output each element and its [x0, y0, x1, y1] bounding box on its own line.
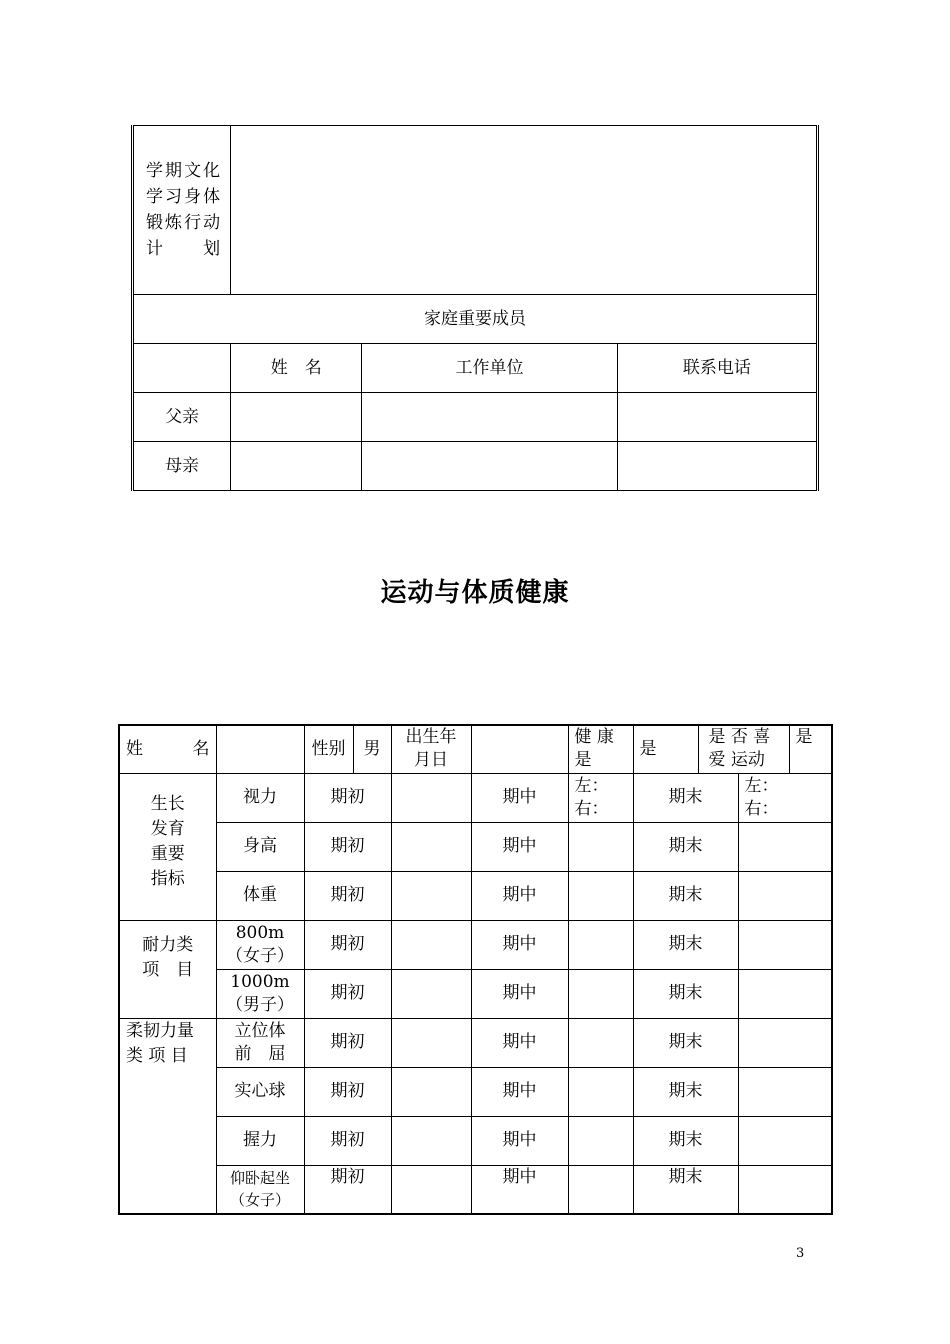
term-end: 期末: [633, 871, 738, 920]
gender-value[interactable]: 男: [353, 725, 391, 773]
term-start: 期初: [304, 1067, 391, 1116]
col-header-name: 姓 名: [231, 344, 362, 393]
gender-label: 性别: [304, 725, 353, 773]
item-sit-reach: [216, 1018, 304, 1067]
plan-label-line: 学期文化: [146, 161, 221, 181]
eye-left-label: 左：: [744, 775, 779, 796]
item-situp: [216, 1165, 304, 1214]
col-header-work: 工作单位: [362, 344, 617, 393]
term-start: 期初: [304, 822, 391, 871]
item-run-800: [216, 920, 304, 969]
sitreach-start-value[interactable]: [391, 1018, 471, 1067]
height-mid-value[interactable]: [568, 822, 633, 871]
run1000-end-value[interactable]: [738, 969, 832, 1018]
section-title: 运动与体质健康: [380, 578, 570, 608]
term-start: 期初: [304, 1116, 391, 1165]
health-table: [118, 724, 833, 1215]
weight-mid-value[interactable]: [568, 871, 633, 920]
group-growth-label: 生长发育重要指标: [150, 793, 185, 889]
father-name-cell[interactable]: [231, 393, 362, 442]
item-weight: 体重: [216, 871, 304, 920]
item-sit-reach-line: 前 屈: [234, 1043, 286, 1064]
run800-end-value[interactable]: [738, 920, 832, 969]
birth-value-cell[interactable]: [471, 725, 568, 773]
col-header-phone: 联系电话: [617, 344, 817, 393]
term-end: 期末: [633, 1116, 738, 1165]
father-phone-cell[interactable]: [617, 393, 817, 442]
term-end: 期末: [633, 1067, 738, 1116]
term-mid: 期中: [471, 1018, 568, 1067]
situp-start-value[interactable]: [391, 1165, 471, 1214]
sitreach-end-value[interactable]: [738, 1018, 832, 1067]
situp-end-value[interactable]: [738, 1165, 832, 1214]
grip-mid-value[interactable]: [568, 1116, 633, 1165]
relation-father: 父亲: [133, 393, 231, 442]
item-run-1000-line: （男子）: [226, 994, 294, 1015]
vision-start-value[interactable]: [391, 773, 471, 822]
father-work-cell[interactable]: [362, 393, 617, 442]
group-endurance: [119, 920, 216, 1018]
height-start-value[interactable]: [391, 822, 471, 871]
ball-end-value[interactable]: [738, 1067, 832, 1116]
item-run-800-line: 800m: [235, 922, 285, 943]
like-sport-label: 是 否 喜 爱 运动: [698, 725, 789, 773]
item-situp-line: 仰卧起坐: [229, 1169, 290, 1188]
term-start: 期初: [304, 871, 391, 920]
term-end: 期末: [633, 1018, 738, 1067]
plan-label-line: 锻炼行动: [146, 213, 221, 233]
term-start: 期初: [304, 1165, 391, 1214]
term-mid: 期中: [471, 822, 568, 871]
family-section-header: 家庭重要成员: [133, 295, 818, 344]
vision-end-value[interactable]: [738, 773, 832, 822]
health-label: 健 康 是: [568, 725, 633, 773]
health-value[interactable]: 是: [633, 725, 698, 773]
weight-end-value[interactable]: [738, 871, 832, 920]
name-value-cell[interactable]: [216, 725, 304, 773]
plan-label: [133, 126, 231, 295]
eye-right-label: 右：: [574, 798, 609, 819]
situp-mid-value[interactable]: [568, 1165, 633, 1214]
vision-mid-value[interactable]: [568, 773, 633, 822]
page-number: 3: [796, 1246, 805, 1261]
eye-left-label: 左：: [574, 775, 609, 796]
group-flexibility: [119, 1018, 216, 1214]
term-mid: 期中: [471, 773, 568, 822]
item-height: 身高: [216, 822, 304, 871]
item-run-1000: [216, 969, 304, 1018]
item-vision: 视力: [216, 773, 304, 822]
eye-right-label: 右：: [744, 798, 779, 819]
term-end: 期末: [633, 822, 738, 871]
group-growth: [119, 773, 216, 920]
item-sit-reach-line: 立位体: [234, 1020, 286, 1041]
term-mid: 期中: [471, 920, 568, 969]
item-run-1000-line: 1000m: [230, 971, 290, 992]
term-end: 期末: [633, 969, 738, 1018]
name-label: 姓 名: [126, 738, 210, 759]
run800-start-value[interactable]: [391, 920, 471, 969]
term-start: 期初: [304, 920, 391, 969]
term-mid: 期中: [471, 969, 568, 1018]
item-run-800-line: （女子）: [226, 945, 294, 966]
term-mid: 期中: [471, 1165, 568, 1214]
term-mid: 期中: [471, 871, 568, 920]
term-mid: 期中: [471, 1116, 568, 1165]
term-start: 期初: [304, 1018, 391, 1067]
mother-name-cell[interactable]: [231, 442, 362, 491]
mother-phone-cell[interactable]: [617, 442, 817, 491]
term-start: 期初: [304, 773, 391, 822]
birth-label: 出生年月日: [391, 725, 471, 773]
ball-start-value[interactable]: [391, 1067, 471, 1116]
item-medicine-ball: 实心球: [216, 1067, 304, 1116]
term-end: 期末: [633, 920, 738, 969]
ball-mid-value[interactable]: [568, 1067, 633, 1116]
weight-start-value[interactable]: [391, 871, 471, 920]
grip-start-value[interactable]: [391, 1116, 471, 1165]
plan-label-line: 学习身体: [146, 187, 221, 207]
term-start: 期初: [304, 969, 391, 1018]
item-situp-line: （女子）: [229, 1191, 290, 1210]
term-end: 期末: [633, 773, 738, 822]
run1000-start-value[interactable]: [391, 969, 471, 1018]
run800-mid-value[interactable]: [568, 920, 633, 969]
item-grip: 握力: [216, 1116, 304, 1165]
blank-corner-cell: [133, 344, 231, 393]
name-label-cell: [119, 725, 216, 773]
group-flexibility-label: 柔韧力量类 项 目: [126, 1020, 194, 1066]
run1000-mid-value[interactable]: [568, 969, 633, 1018]
mother-work-cell[interactable]: [362, 442, 617, 491]
family-table: [131, 125, 819, 491]
term-mid: 期中: [471, 1067, 568, 1116]
group-endurance-label: 耐力类项 目: [142, 934, 194, 980]
grip-end-value[interactable]: [738, 1116, 832, 1165]
term-end: 期末: [633, 1165, 738, 1214]
height-end-value[interactable]: [738, 822, 832, 871]
like-sport-value[interactable]: 是: [789, 725, 832, 773]
plan-content-cell[interactable]: [231, 126, 818, 295]
sitreach-mid-value[interactable]: [568, 1018, 633, 1067]
relation-mother: 母亲: [133, 442, 231, 491]
plan-label-line: 计 划: [146, 239, 221, 259]
